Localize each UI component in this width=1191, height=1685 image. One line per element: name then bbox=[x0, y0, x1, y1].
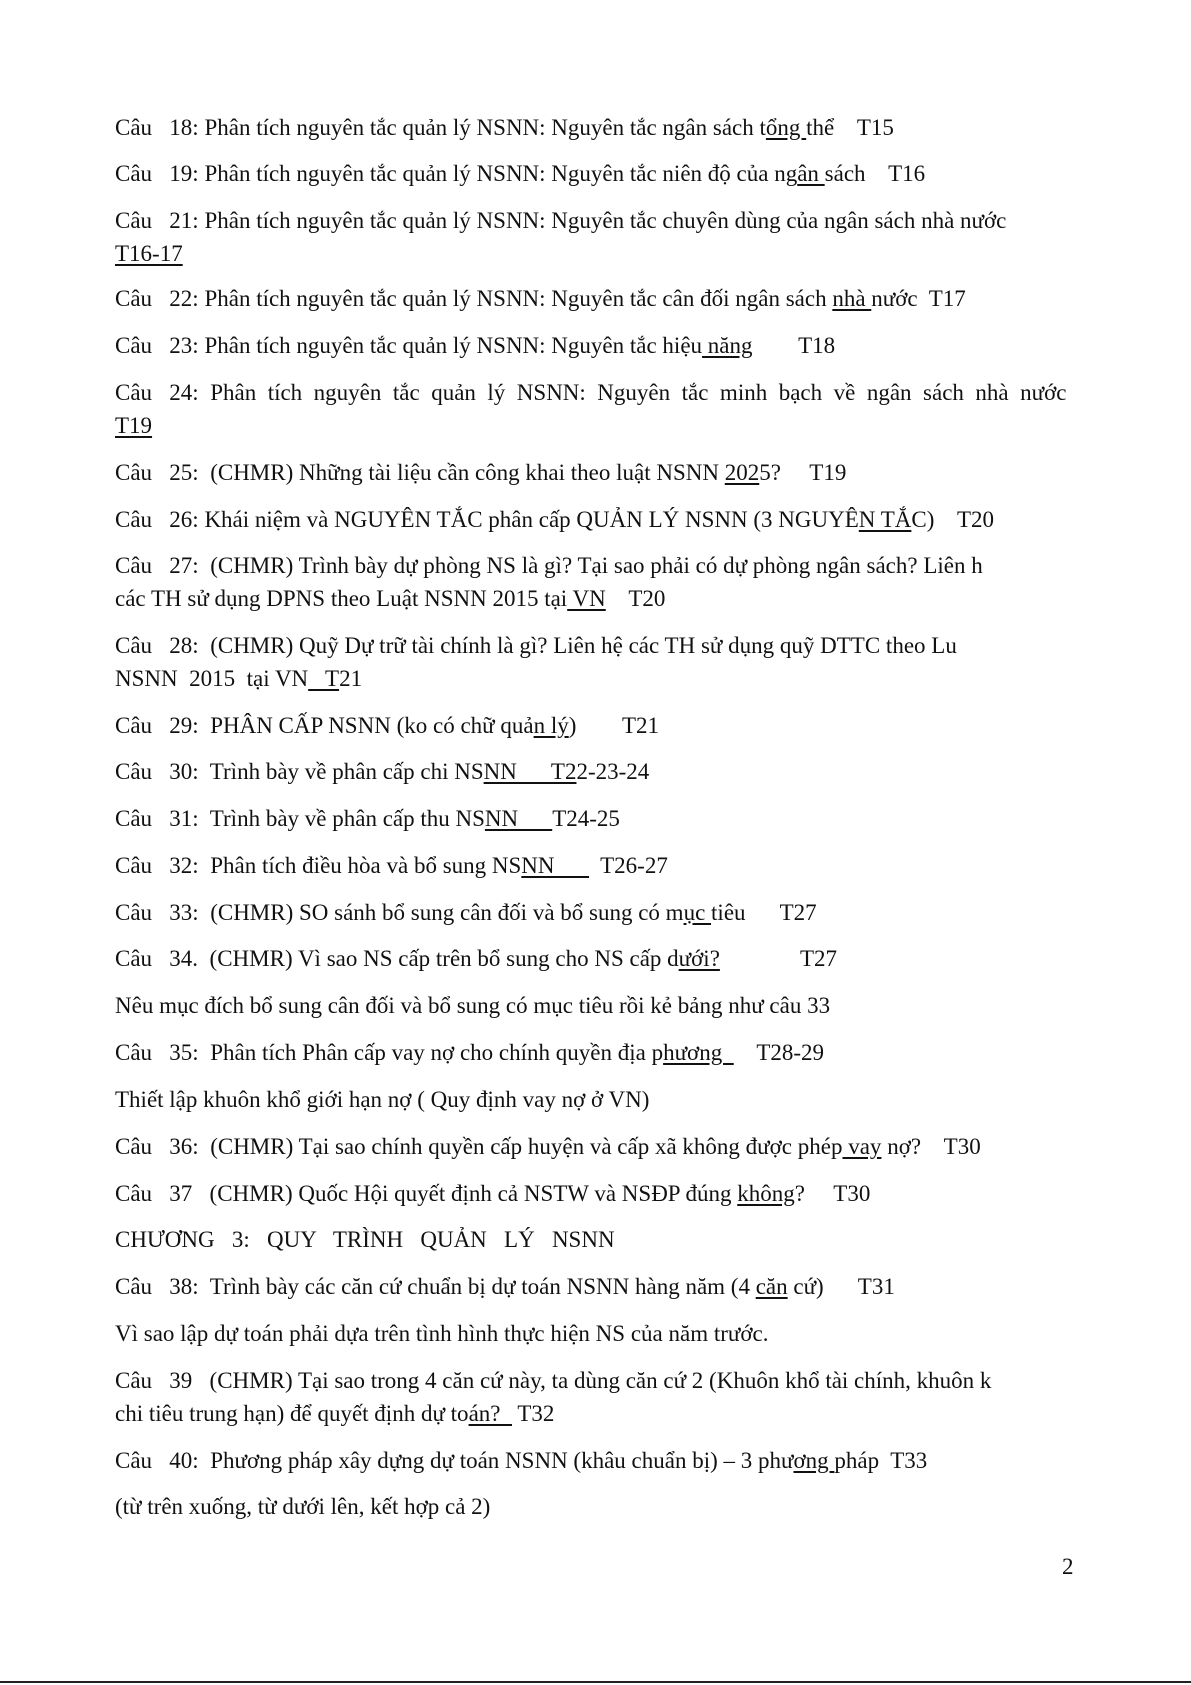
text-line: Câu 32: Phân tích điều hòa và bổ sung NSNN T26-27 bbox=[115, 853, 668, 878]
text-line: Câu 31: Trình bày về phân cấp thu NSNN T24-25 bbox=[115, 806, 620, 831]
text-line: Câu 36: (CHMR) Tại sao chính quyền cấp huyện và cấp xã không được phép vay nợ? T30 bbox=[115, 1134, 981, 1159]
text-line: (từ trên xuống, từ dưới lên, kết hợp cả 2) bbox=[115, 1494, 491, 1519]
text-line: Câu 19: Phân tích nguyên tắc quản lý NSNN: Nguyên tắc niên độ của ngân sách T16 bbox=[115, 161, 926, 186]
page-number: 2 bbox=[1062, 1554, 1074, 1579]
text-line: chi tiêu trung hạn) để quyết định dự toán? T32 bbox=[115, 1401, 555, 1426]
text-line: NSNN 2015 tại VN T21 bbox=[115, 666, 363, 691]
text-line: Câu 27: (CHMR) Trình bày dự phòng NS là gì? Tại sao phải có dự phòng ngân sách? Liên h bbox=[115, 553, 983, 578]
text-line: Câu 28: (CHMR) Quỹ Dự trữ tài chính là gì? Liên hệ các TH sử dụng quỹ DTTC theo Lu bbox=[115, 633, 957, 658]
text-line: Câu 24: Phân tích nguyên tắc quản lý NSNN: Nguyên tắc minh bạch về ngân sách nhà nước bbox=[115, 380, 1067, 405]
text-line: Câu 21: Phân tích nguyên tắc quản lý NSNN: Nguyên tắc chuyên dùng của ngân sách nhà nước bbox=[115, 208, 1007, 233]
text-line: T16-17 bbox=[115, 241, 183, 266]
text-line: Câu 30: Trình bày về phân cấp chi NSNN T22-23-24 bbox=[115, 759, 650, 784]
text-line: Câu 26: Khái niệm và NGUYÊN TẮC phân cấp QUẢN LÝ NSNN (3 NGUYÊN TẮC) T20 bbox=[115, 507, 995, 532]
text-line: Câu 33: (CHMR) SO sánh bổ sung cân đối và bổ sung có mục tiêu T27 bbox=[115, 900, 817, 925]
text-line: Câu 40: Phương pháp xây dựng dự toán NSNN (khâu chuẩn bị) – 3 phương pháp T33 bbox=[115, 1448, 928, 1473]
text-line: Vì sao lập dự toán phải dựa trên tình hình thực hiện NS của năm trước. bbox=[115, 1321, 769, 1346]
bottom-divider bbox=[0, 1681, 1191, 1683]
text-line: Câu 38: Trình bày các căn cứ chuẩn bị dự toán NSNN hàng năm (4 căn cứ) T31 bbox=[115, 1274, 895, 1299]
text-line: T19 bbox=[115, 413, 153, 438]
text-line: Nêu mục đích bổ sung cân đối và bổ sung có mục tiêu rồi kẻ bảng như câu 33 bbox=[115, 993, 831, 1018]
text-line: Câu 18: Phân tích nguyên tắc quản lý NSNN: Nguyên tắc ngân sách tổng thể T15 bbox=[115, 115, 894, 140]
text-line: các TH sử dụng DPNS theo Luật NSNN 2015 tại VN T20 bbox=[115, 586, 666, 611]
chapter-heading: CHƯƠNG 3: QUY TRÌNH QUẢN LÝ NSNN bbox=[115, 1227, 615, 1252]
text-line: Câu 34. (CHMR) Vì sao NS cấp trên bổ sung cho NS cấp dưới? T27 bbox=[115, 946, 838, 971]
text-line: Câu 39 (CHMR) Tại sao trong 4 căn cứ này, ta dùng căn cứ 2 (Khuôn khổ tài chính, khuôn k bbox=[115, 1368, 992, 1393]
text-line: Câu 37 (CHMR) Quốc Hội quyết định cả NSTW và NSĐP đúng không? T30 bbox=[115, 1181, 871, 1206]
text-line: Câu 25: (CHMR) Những tài liệu cần công khai theo luật NSNN 2025? T19 bbox=[115, 460, 847, 485]
text-line: Câu 22: Phân tích nguyên tắc quản lý NSNN: Nguyên tắc cân đối ngân sách nhà nước T17 bbox=[115, 286, 966, 311]
text-line: Câu 35: Phân tích Phân cấp vay nợ cho chính quyền địa phương T28-29 bbox=[115, 1040, 825, 1065]
text-line: Câu 29: PHÂN CẤP NSNN (ko có chữ quản lý) T21 bbox=[115, 713, 660, 738]
text-line: Câu 23: Phân tích nguyên tắc quản lý NSNN: Nguyên tắc hiệu năng T18 bbox=[115, 333, 836, 358]
text-line: Thiết lập khuôn khổ giới hạn nợ ( Quy định vay nợ ở VN) bbox=[115, 1087, 650, 1112]
